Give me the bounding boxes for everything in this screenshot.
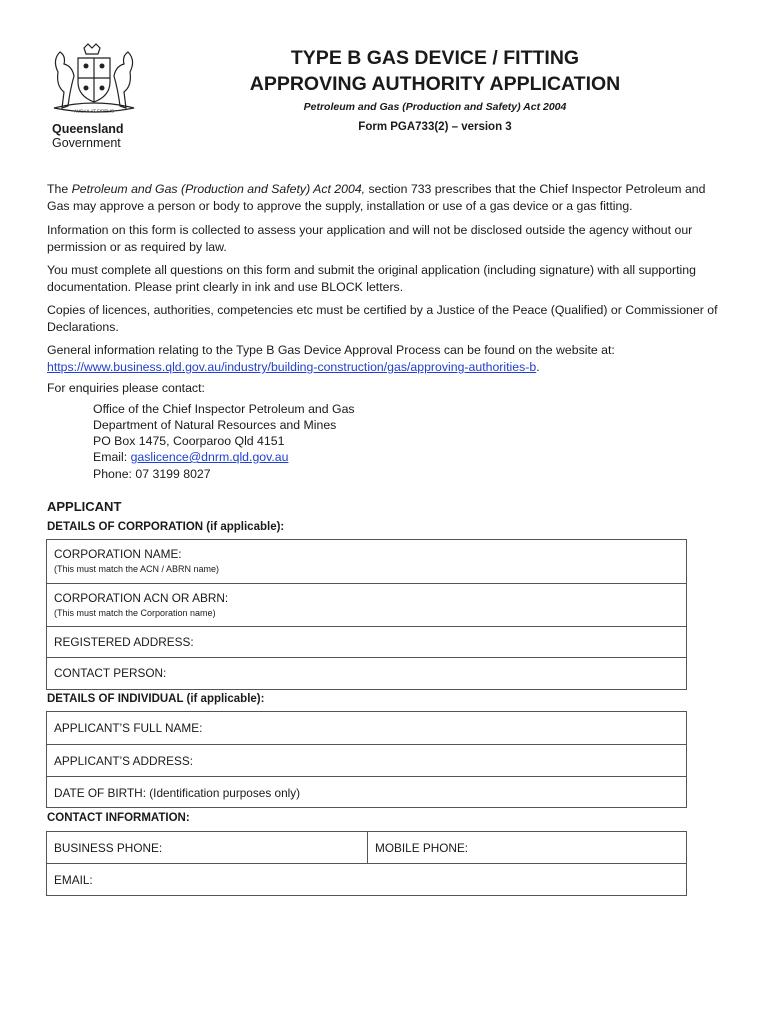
business-phone-field[interactable]: [47, 832, 367, 863]
contact-email-label: Email:: [93, 450, 131, 464]
contact-phone: Phone: 07 3199 8027: [93, 467, 211, 481]
intro-p5-end: .: [536, 360, 540, 374]
email-label: EMAIL:: [54, 873, 93, 887]
business-phone-label: BUSINESS PHONE:: [54, 841, 163, 855]
intro-paragraph-4: Copies of licences, authorities, competencies etc must be certified by a Justice of the Peace (Qualified) or Commissioner of Declarations.: [47, 303, 718, 334]
form-title-line1: TYPE B GAS DEVICE / FITTING: [290, 47, 580, 69]
applicant-address-field[interactable]: [47, 744, 686, 776]
intro-p5-text: General information relating to the Type B Gas Device Approval Process can be found on the website at:: [47, 343, 615, 357]
registered-address-field[interactable]: [47, 626, 686, 657]
contact-person-label: CONTACT PERSON:: [54, 666, 167, 680]
mobile-phone-label: MOBILE PHONE:: [375, 841, 469, 855]
date-of-birth-label: DATE OF BIRTH: (Identification purposes only): [54, 786, 301, 800]
form-number: Form PGA733(2) – version 3: [358, 121, 512, 133]
applicant-heading: APPLICANT: [47, 499, 122, 514]
corporation-acn-field[interactable]: [47, 583, 686, 626]
website-link[interactable]: https://www.business.qld.gov.au/industry/building-construction/gas/approving-authorities-b: [47, 360, 537, 374]
individual-heading: DETAILS OF INDIVIDUAL (if applicable):: [47, 693, 265, 705]
intro-paragraph-2: Information on this form is collected to assess your application and will not be disclosed outside the agency without our permission or as required by law.: [47, 223, 693, 254]
email-field[interactable]: [47, 863, 686, 895]
act-name: Petroleum and Gas (Production and Safety) Act 2004: [303, 101, 567, 113]
mobile-phone-field[interactable]: [367, 832, 686, 863]
corporation-acn-note: (This must match the Corporation name): [54, 608, 216, 618]
intro-p1-act: Petroleum and Gas (Production and Safety) Act 2004,: [71, 182, 366, 196]
corporation-name-note: (This must match the ACN / ABRN name): [54, 564, 220, 574]
date-of-birth-field[interactable]: [47, 776, 686, 807]
full-name-label: APPLICANT’S FULL NAME:: [54, 721, 203, 735]
corporation-heading: DETAILS OF CORPORATION (if applicable):: [47, 521, 285, 533]
intro-p1-rest: section 733 prescribes that the Chief Inspector Petroleum and Gas may approve a person or body to approve the supply, installation or use of a gas device or a gas fitting.: [47, 182, 706, 213]
contact-office: Office of the Chief Inspector Petroleum and Gas: [93, 402, 355, 416]
corporation-details-table: [46, 539, 687, 690]
intro-paragraph-5: [47, 342, 727, 376]
contact-email-link[interactable]: gaslicence@dnrm.qld.gov.au: [130, 450, 289, 464]
intro-paragraph-1: [47, 181, 727, 215]
applicant-address-label: APPLICANT’S ADDRESS:: [54, 754, 193, 768]
gov-sub: Government: [52, 136, 121, 150]
corporation-acn-label: CORPORATION ACN OR ABRN:: [54, 591, 229, 605]
intro-p1-prefix: The: [47, 182, 72, 196]
corporation-name-label: CORPORATION NAME:: [54, 547, 182, 561]
registered-address-label: REGISTERED ADDRESS:: [54, 635, 194, 649]
contact-po-box: PO Box 1475, Coorparoo Qld 4151: [93, 434, 285, 448]
full-name-field[interactable]: [47, 712, 686, 744]
individual-details-table: [46, 711, 687, 808]
enquiries-label: For enquiries please contact:: [47, 381, 205, 395]
contact-person-field[interactable]: [47, 657, 686, 689]
intro-paragraph-3: You must complete all questions on this form and submit the original application (including signature) with all supporting documentation. Please print clearly in ink and use BLOCK letters.: [47, 263, 696, 294]
contact-info-table: [46, 831, 687, 896]
contact-info-heading: CONTACT INFORMATION:: [47, 812, 190, 824]
crest-motto: AUDAX AT FIDELIS: [73, 108, 115, 114]
corporation-name-field[interactable]: [47, 540, 686, 583]
form-title-line2: APPROVING AUTHORITY APPLICATION: [249, 73, 621, 95]
contact-email-line: [93, 449, 288, 466]
contact-department: Department of Natural Resources and Mines: [93, 418, 337, 432]
phone-row: [47, 832, 686, 863]
gov-name: Queensland: [52, 122, 124, 136]
